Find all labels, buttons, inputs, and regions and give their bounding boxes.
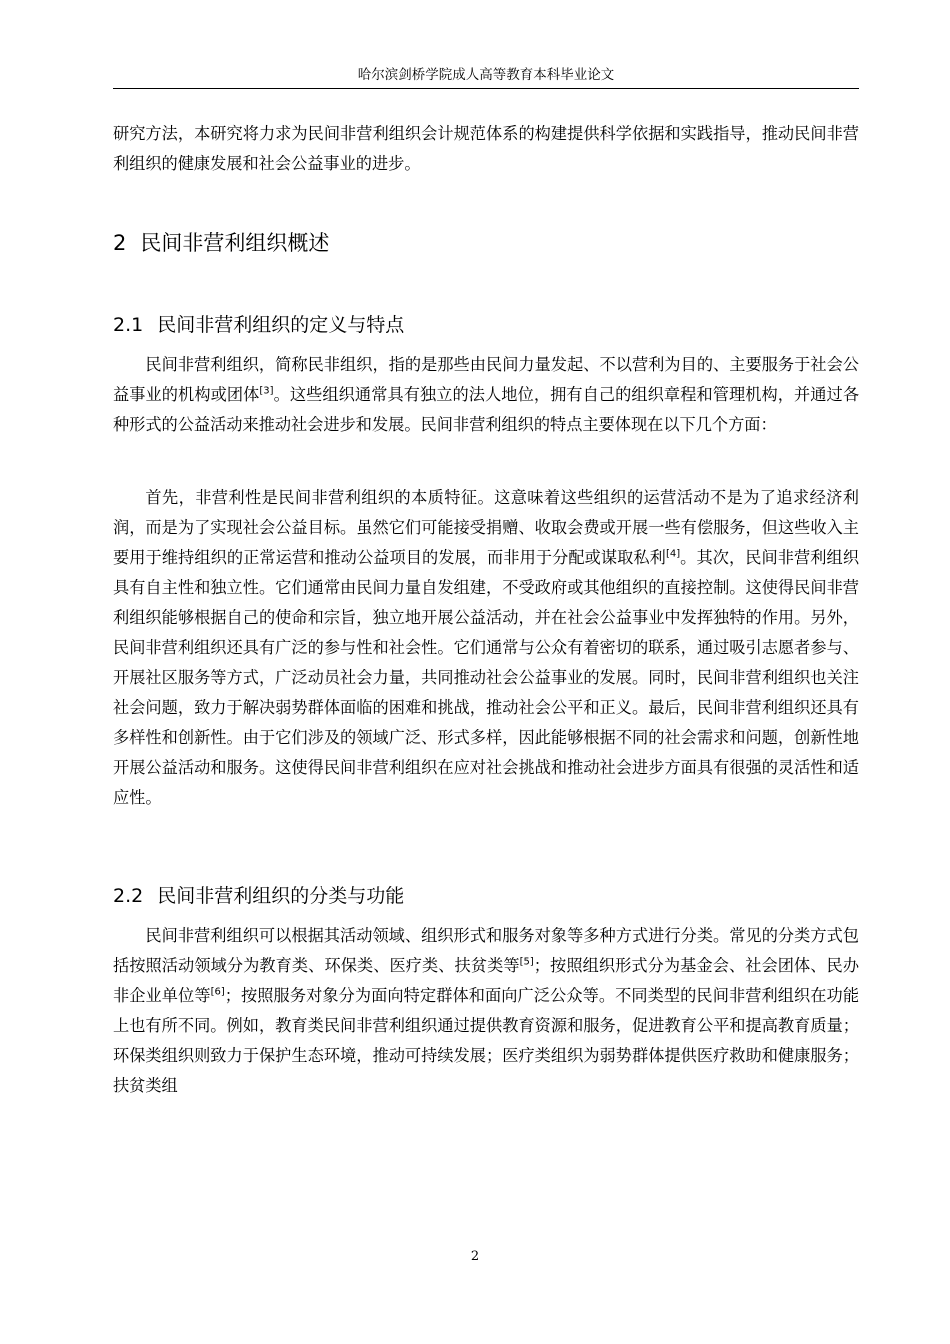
- paragraph-text: ；按照组织形式分为基金会、社会团体、民办非企业单位等: [113, 956, 860, 1005]
- section-title: 民间非营利组织的分类与功能: [157, 885, 405, 907]
- section-number: 2.1: [113, 314, 144, 336]
- running-header: 哈尔滨剑桥学院成人高等教育本科毕业论文: [357, 67, 615, 83]
- section-number: 2.2: [113, 885, 144, 907]
- paragraph-2-1-b: [113, 483, 859, 813]
- paragraph-text: 民间非营利组织，简称民非组织，指的是那些由民间力量发起、不以营利为目的、主要服务于社会公益事业的机构或团体: [113, 355, 859, 404]
- page-number: 2: [470, 1249, 480, 1264]
- section-number: 2: [113, 231, 127, 255]
- section-title: 民间非营利组织概述: [140, 231, 330, 255]
- citation-ref: [3]: [259, 385, 274, 397]
- paragraph-text: ；按照服务对象分为面向特定群体和面向广泛公众等。不同类型的民间非营利组织在功能上也有所不同。例如，教育类民间非营利组织通过提供教育资源和服务，促进教育公平和提高教育质量；环保类组织则致力于保护生态环境，推动可持续发展；医疗类组织为弱势群体提供医疗救助和健康服务；扶贫类组: [113, 986, 860, 1095]
- section-2-2-heading: [113, 883, 404, 909]
- citation-ref: [6]: [210, 986, 225, 998]
- paragraph-text: 。其次，民间非营利组织具有自主性和独立性。它们通常由民间力量自发组建，不受政府或其他组织的直接控制。这使得民间非营利组织能够根据自己的使命和宗旨，独立地开展公益活动，并在社会公益事业中发挥独特的作用。另外，民间非营利组织还具有广泛的参与性和社会性。它们通常与公众有着密切的联系，通过吸引志愿者参与、开展社区服务等方式，广泛动员社会力量，共同推动社会公益事业的发展。同时，民间非营利组织也关注社会问题，致力于解决弱势群体面临的困难和挑战，推动社会公平和正义。最后，民间非营利组织还具有多样性和创新性。由于它们涉及的领域广泛、形式多样，因此能够根据不同的社会需求和问题，创新性地开展公益活动和服务。这使得民间非营利组织在应对社会挑战和推动社会进步方面具有很强的灵活性和适应性。: [113, 548, 860, 807]
- header-rule: [113, 88, 859, 89]
- paragraph-text: 首先，非营利性是民间非营利组织的本质特征。这意味着这些组织的运营活动不是为了追求经济利润，而是为了实现社会公益目标。虽然它们可能接受捐赠、收取会费或开展一些有偿服务，但这些收入主要用于维持组织的正常运营和推动公益项目的发展，而非用于分配或谋取私利: [113, 488, 859, 567]
- paragraph-2-1-a: [113, 350, 859, 440]
- paragraph-text: 。这些组织通常具有独立的法人地位，拥有自己的组织章程和管理机构，并通过各种形式的公益活动来推动社会进步和发展。民间非营利组织的特点主要体现在以下几个方面：: [113, 385, 860, 434]
- section-2-1-heading: [113, 312, 404, 338]
- paragraph-2-2-a: [113, 921, 859, 1101]
- citation-ref: [5]: [519, 956, 534, 968]
- paragraph-text: 民间非营利组织可以根据其活动领域、组织形式和服务对象等多种方式进行分类。常见的分类方式包括按照活动领域分为教育类、环保类、医疗类、扶贫类等: [113, 926, 859, 975]
- section-2-heading: [113, 229, 329, 257]
- intro-paragraph: 研究方法，本研究将力求为民间非营利组织会计规范体系的构建提供科学依据和实践指导，推动民间非营利组织的健康发展和社会公益事业的进步。: [113, 124, 859, 173]
- citation-ref: [4]: [665, 548, 681, 560]
- section-title: 民间非营利组织的定义与特点: [157, 314, 405, 336]
